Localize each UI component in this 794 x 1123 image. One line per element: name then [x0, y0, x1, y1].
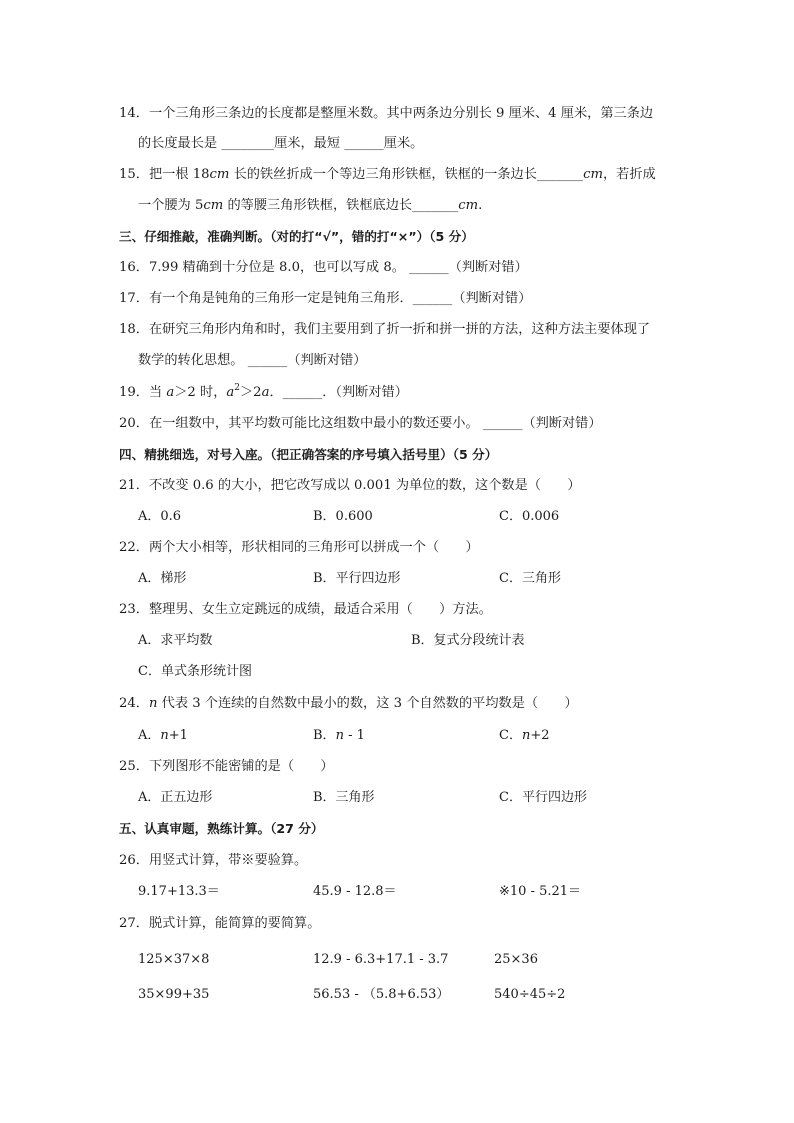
- q27-item-3: 25×36: [494, 952, 538, 967]
- q27-item-6: 540÷45÷2: [494, 987, 566, 1002]
- q23-option-c: C．单式条形统计图: [138, 664, 252, 679]
- option-text: +1: [168, 728, 188, 743]
- option-text: - 1: [343, 728, 365, 743]
- unit-cm: cm: [583, 167, 603, 182]
- question-15-line-2: [138, 196, 482, 216]
- option-text: +2: [530, 728, 550, 743]
- q22-option-a: A．梯形: [138, 571, 187, 586]
- q23-option-b: B．复式分段统计表: [411, 633, 525, 648]
- q22-option-c: C．三角形: [499, 571, 561, 586]
- q19-text-a: 19．当: [119, 385, 167, 400]
- q25-option-c: C．平行四边形: [499, 790, 587, 805]
- q23-option-a: A．求平均数: [138, 633, 213, 648]
- question-25: 25．下列图形不能密铺的是（ ）: [119, 759, 334, 774]
- q19-text-b: ＞2 时，: [174, 385, 227, 400]
- variable-n: n: [160, 728, 169, 743]
- q25-option-b: B．三角形: [313, 790, 375, 805]
- q24-option-a: [138, 726, 188, 746]
- q24-option-c: [499, 726, 550, 746]
- variable-a: a: [226, 385, 235, 400]
- variable-n: n: [148, 696, 158, 711]
- unit-cm: cm: [458, 198, 479, 213]
- q26-item-3: ※10 - 5.21＝: [499, 884, 582, 899]
- variable-a: a: [166, 385, 175, 400]
- option-letter: A．: [138, 728, 161, 743]
- section-3-heading: 三、仔细推敲，准确判断。（对的打“√”，错的打“×”）（5 分）: [119, 229, 474, 244]
- q19-text-d: ．______．（判断对错）: [269, 385, 408, 400]
- option-letter: B．: [313, 728, 336, 743]
- q15-text-d: 一个腰为 5: [138, 198, 204, 213]
- variable-n: n: [335, 728, 344, 743]
- unit-cm: cm: [203, 198, 224, 213]
- q19-text-c: ＞2: [240, 385, 262, 400]
- question-18-line-2: 数学的转化思想。 ______（判断对错）: [138, 353, 367, 368]
- q21-option-b: B．0.600: [313, 509, 373, 524]
- q15-text-e: 的等腰三角形铁框，铁框底边长_______: [223, 198, 459, 213]
- section-4-heading: 四、精挑细选，对号入座。（把正确答案的序号填入括号里）（5 分）: [119, 447, 498, 462]
- q24-stem: 代表 3 个连续的自然数中最小的数，这 3 个自然数的平均数是（ ）: [157, 696, 578, 711]
- question-20: 20．在一组数中，其平均数可能比这组数中最小的数还要小。 ______（判断对错）: [119, 416, 602, 431]
- section-5-heading: 五、认真审题，熟练计算。（27 分）: [119, 821, 324, 836]
- q15-text-f: .: [478, 198, 483, 213]
- question-15-line-1: [119, 165, 656, 185]
- question-21: 21．不改变 0.6 的大小，把它改写成以 0.001 为单位的数，这个数是（ ）: [119, 478, 581, 493]
- q27-item-1: 125×37×8: [138, 952, 210, 967]
- q26-item-2: 45.9 - 12.8＝: [313, 884, 397, 899]
- question-17: 17．有一个角是钝角的三角形一定是钝角三角形．______（判断对错）: [119, 291, 532, 306]
- option-letter: C．: [499, 728, 522, 743]
- variable-a: a: [261, 385, 270, 400]
- q24-option-b: [313, 726, 365, 746]
- question-18-line-1: 18．在研究三角形内角和时，我们主要用到了折一折和拼一拼的方法，这种方法主要体现了: [119, 322, 651, 337]
- q27-item-4: 35×99+35: [138, 987, 210, 1002]
- q15-text-b: 长的铁丝折成一个等边三角形铁框，铁框的一条边长_______: [229, 167, 584, 182]
- question-23: 23．整理男、女生立定跳远的成绩，最适合采用（ ）方法。: [119, 602, 492, 617]
- q15-text-a: 15．把一根 18: [119, 167, 210, 182]
- question-16: 16．7.99 精确到十分位是 8.0，也可以写成 8。 ______（判断对错）: [119, 260, 528, 275]
- question-24: [119, 694, 578, 714]
- q27-item-5: 56.53 - （5.8+6.53）: [313, 987, 450, 1002]
- q22-option-b: B．平行四边形: [313, 571, 401, 586]
- question-14-line-2: 的长度最长是 ________厘米，最短 ______厘米。: [138, 136, 424, 151]
- q21-option-c: C．0.006: [499, 509, 560, 524]
- q15-text-c: ，若折成: [603, 167, 656, 182]
- q26-item-1: 9.17+13.3＝: [138, 884, 220, 899]
- unit-cm: cm: [209, 167, 230, 182]
- q25-option-a: A．正五边形: [138, 790, 213, 805]
- variable-n: n: [521, 728, 531, 743]
- question-19: [119, 383, 408, 403]
- q27-item-2: 12.9 - 6.3+17.1 - 3.7: [313, 952, 449, 967]
- question-26: 26．用竖式计算，带※要验算。: [119, 853, 308, 868]
- q24-number: 24．: [119, 696, 149, 711]
- question-27: 27．脱式计算，能简算的要简算。: [119, 916, 321, 931]
- question-22: 22．两个大小相等，形状相同的三角形可以拼成一个（ ）: [119, 540, 479, 555]
- question-14-line-1: 14．一个三角形三条边的长度都是整厘米数。其中两条边分别长 9 厘米、4 厘米，第三条边: [119, 106, 654, 121]
- q21-option-a: A．0.6: [138, 509, 182, 524]
- exponent: 2: [234, 383, 240, 393]
